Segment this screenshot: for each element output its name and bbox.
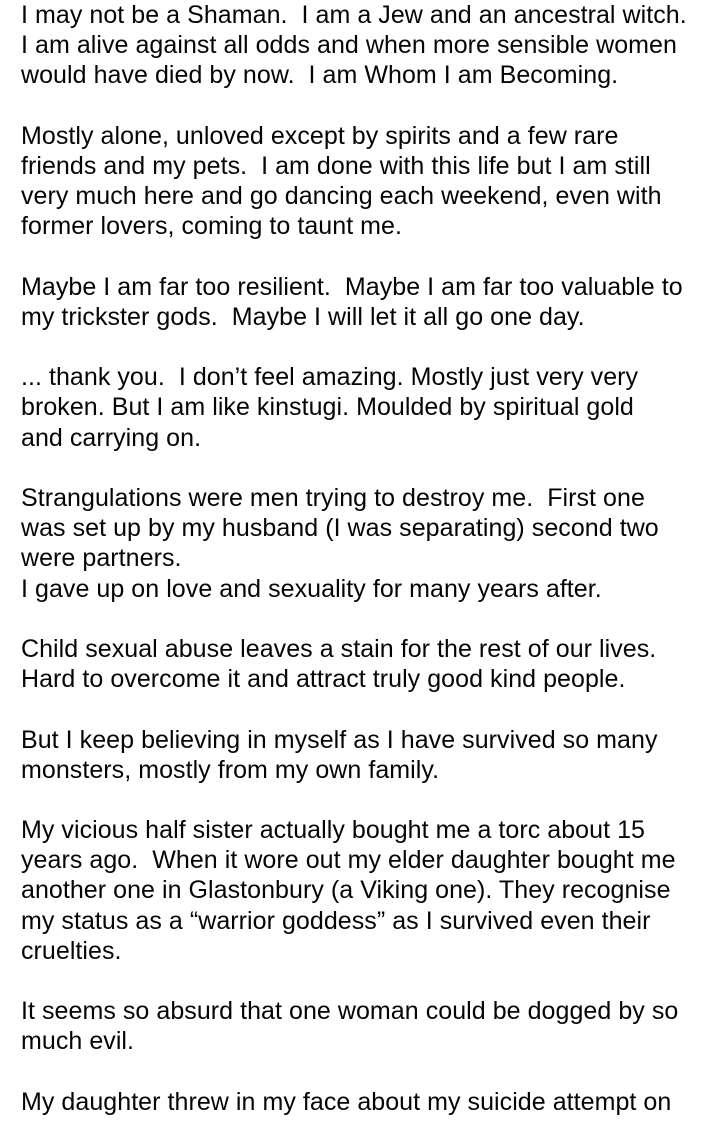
text-line: very much here and go dancing each weekend, even with: [21, 182, 662, 211]
paragraph-8: [21, 815, 711, 966]
text-line: my trickster gods. Maybe I will let it all go one day.: [21, 302, 585, 331]
text-line: Strangulations were men trying to destroy me. First one: [21, 484, 645, 512]
text-line: my status as a “warrior goddess” as I survived even their: [21, 906, 651, 935]
text-line: former lovers, coming to taunt me.: [21, 212, 403, 241]
text-line: Maybe I am far too resilient. Maybe I am far too valuable to: [21, 272, 683, 301]
text-line: My daughter threw in my face about my suicide attempt on: [21, 1087, 672, 1116]
paragraph-1: [21, 0, 711, 91]
text-line: It seems so absurd that one woman could be dogged by so: [21, 997, 679, 1026]
paragraph-10: [21, 1087, 711, 1117]
text-line: I gave up on love and sexuality for many years after.: [21, 574, 602, 603]
paragraph-3: [21, 272, 711, 332]
text-line: But I keep believing in myself as I have survived so many: [21, 725, 658, 754]
text-line: I am alive against all odds and when more sensible women: [21, 31, 677, 60]
paragraph-6: [21, 634, 711, 694]
text-line: much evil.: [21, 1027, 135, 1056]
text-line: would have died by now. I am Whom I am Becoming.: [21, 61, 619, 90]
post-body: [21, 0, 711, 1117]
text-line: ... thank you. I don’t feel amazing. Mostly just very very: [21, 363, 639, 392]
text-line: cruelties.: [21, 936, 122, 965]
paragraph-gap: [21, 966, 711, 996]
paragraph-gap: [21, 242, 711, 272]
paragraph-gap: [21, 785, 711, 815]
paragraph-7: [21, 725, 711, 785]
text-line: Mostly alone, unloved except by spirits and a few rare: [21, 121, 619, 150]
paragraph-4: [21, 362, 711, 453]
text-line: years ago. When it wore out my elder daughter bought me: [21, 846, 676, 875]
paragraph-gap: [21, 332, 711, 362]
text-line: monsters, mostly from my own family.: [21, 755, 440, 784]
paragraph-2: [21, 121, 711, 242]
text-line: I may not be a Shaman. I am a Jew and an ancestral witch.: [21, 1, 687, 29]
text-line: another one in Glastonbury (a Viking one). They recognise: [21, 876, 671, 905]
text-line: broken. But I am like kinstugi. Moulded by spiritual gold: [21, 393, 634, 422]
text-line: and carrying on.: [21, 423, 202, 452]
paragraph-gap: [21, 1057, 711, 1087]
text-line: Hard to overcome it and attract truly good kind people.: [21, 665, 626, 694]
text-line: friends and my pets. I am done with this life but I am still: [21, 151, 651, 180]
paragraph-9: [21, 996, 711, 1056]
paragraph-gap: [21, 453, 711, 483]
paragraph-gap: [21, 604, 711, 634]
paragraph-gap: [21, 91, 711, 121]
paragraph-5: [21, 483, 711, 604]
paragraph-gap: [21, 694, 711, 724]
text-line: were partners.: [21, 544, 182, 573]
text-line: My vicious half sister actually bought me a torc about 15: [21, 816, 645, 845]
text-line: was set up by my husband (I was separating) second two: [21, 514, 659, 543]
text-line: Child sexual abuse leaves a stain for the rest of our lives.: [21, 634, 657, 663]
